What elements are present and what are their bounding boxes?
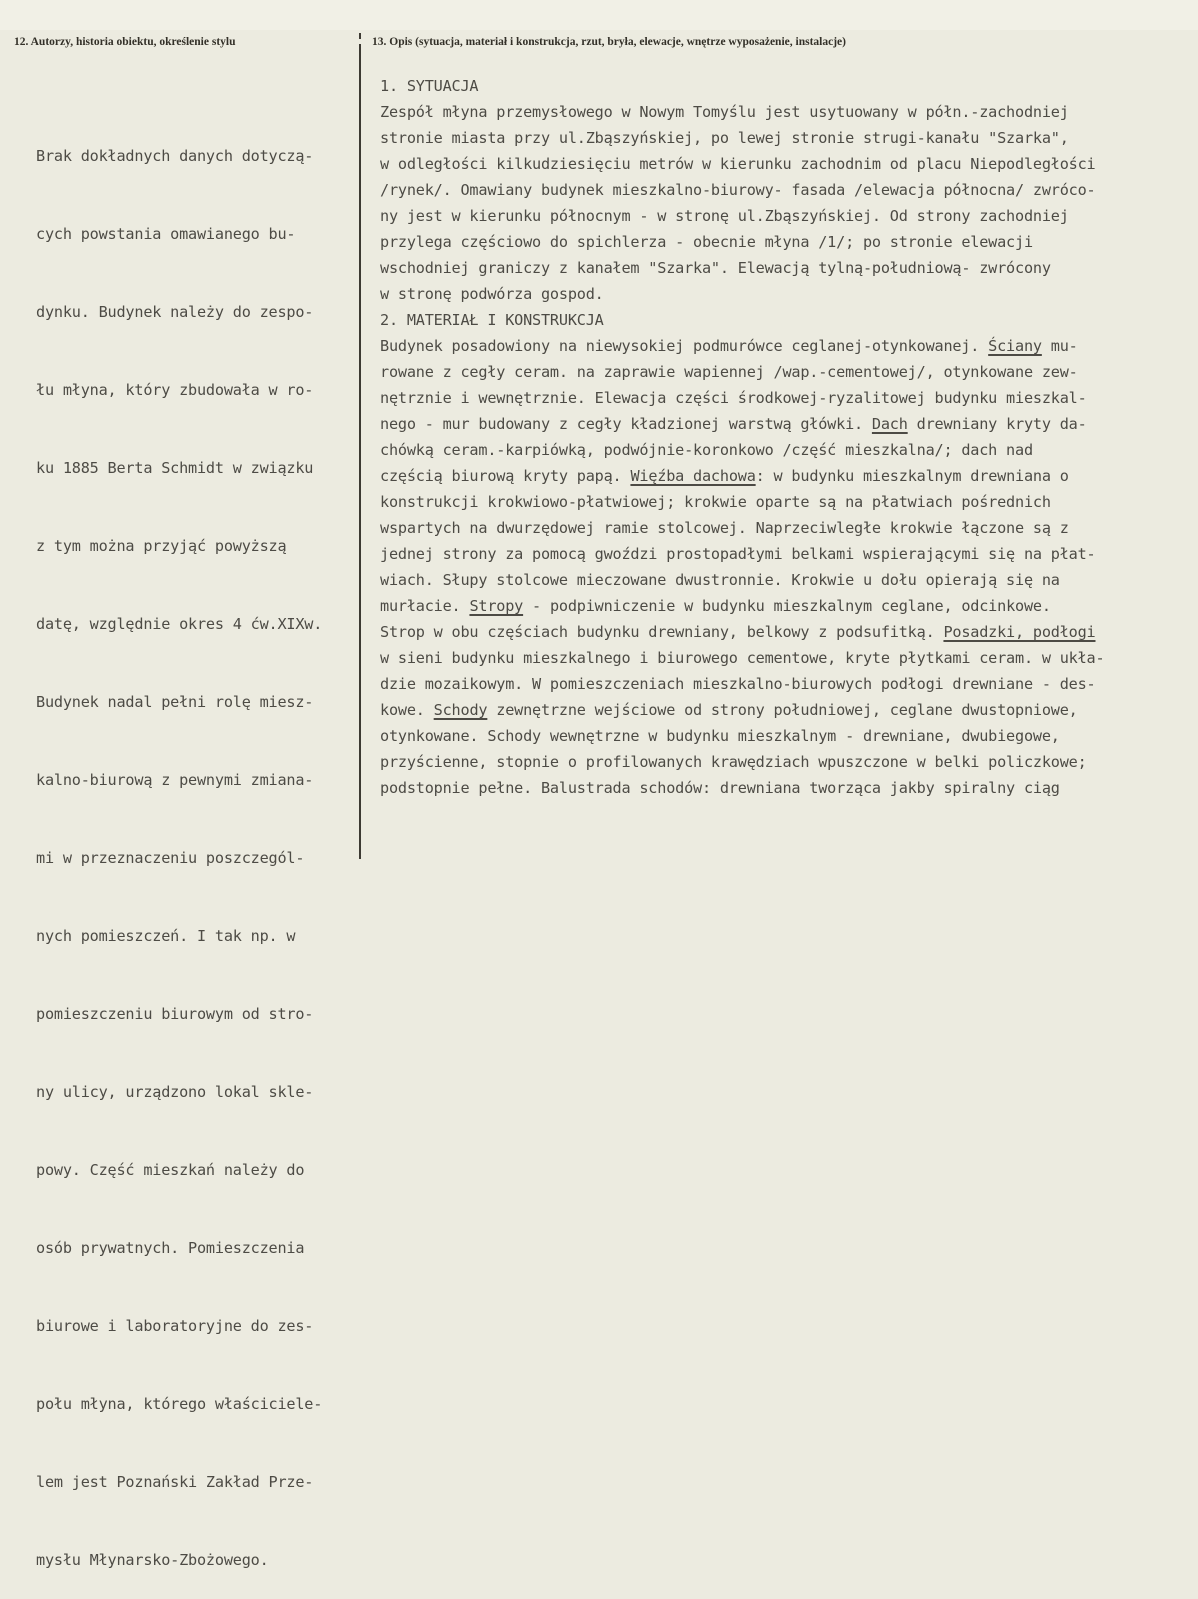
text-run: Strop w obu częściach budynku drewniany, belkowy z podsufitką. — [380, 623, 944, 641]
material-line: podstopnie pełne. Balustrada schodów: drewniana tworząca jakby spiralny ciąg — [380, 779, 1060, 797]
material-line — [380, 593, 1180, 619]
text-run: mu- — [1041, 337, 1078, 355]
material-line: wspartych na dwurzędowej ramie stolcowej. Naprzeciwległe krokwie łączone są z — [380, 519, 1069, 537]
left-column-header: 12. Autorzy, historia obiektu, określenie stylu — [14, 36, 236, 48]
text-run: kowe. — [380, 701, 434, 719]
page-top-margin — [0, 0, 1198, 30]
history-line: Brak dokładnych danych dotyczą- — [36, 147, 314, 165]
material-line: dzie mozaikowym. W pomieszczeniach mieszkalno-biurowych podłogi drewniane - des- — [380, 675, 1096, 693]
term-schody: Schody — [433, 701, 488, 719]
section-heading-material: 2. MATERIAŁ I KONSTRUKCJA — [380, 311, 604, 329]
term-sciany: Ściany — [988, 337, 1042, 355]
material-line: nętrznie i wewnętrznie. Elewacja części środkowej-ryzalitowej budynku mieszkal- — [380, 389, 1087, 407]
history-line: osób prywatnych. Pomieszczenia — [36, 1239, 305, 1257]
description-text — [380, 73, 1180, 801]
text-run: - podpiwniczenie w budynku mieszkalnym ceglane, odcinkowe. — [523, 597, 1051, 615]
material-line: konstrukcji krokwiowo-płatwiowej; krokwie oparte są na płatwiach pośrednich — [380, 493, 1051, 511]
term-stropy: Stropy — [469, 597, 524, 615]
material-line: wiach. Słupy stolcowe mieczowane dwustronnie. Krokwie u dołu opierają się na — [380, 571, 1060, 589]
material-line: przyścienne, stopnie o profilowanych krawędziach wpuszczone w belki policzkowe; — [380, 753, 1087, 771]
history-line: lem jest Poznański Zakład Prze- — [36, 1473, 314, 1491]
history-line: cych powstania omawianego bu- — [36, 225, 296, 243]
history-line: ku 1885 Berta Schmidt w związku — [36, 459, 314, 477]
history-line: łu młyna, który zbudowała w ro- — [36, 381, 314, 399]
sytuacja-line: w stronę podwórza gospod. — [380, 285, 604, 303]
history-text — [36, 91, 356, 1599]
sytuacja-line: przylega częściowo do spichlerza - obecnie młyna /1/; po stronie elewacji — [380, 233, 1033, 251]
sytuacja-line: Zespół młyna przemysłowego w Nowym Tomyślu jest usytuowany w półn.-zachodniej — [380, 103, 1069, 121]
history-line: nych pomieszczeń. I tak np. w — [36, 927, 296, 945]
history-line: mi w przeznaczeniu poszczegól- — [36, 849, 305, 867]
term-dach: Dach — [871, 415, 908, 433]
history-line: datę, względnie okres 4 ćw.XIXw. — [36, 615, 323, 633]
text-run: murłacie. — [380, 597, 470, 615]
material-line: otynkowane. Schody wewnętrzne w budynku mieszkalnym - drewniane, dwubiegowe, — [380, 727, 1060, 745]
sytuacja-line: ny jest w kierunku północnym - w stronę ul.Zbąszyńskiej. Od strony zachodniej — [380, 207, 1069, 225]
sytuacja-line: /rynek/. Omawiany budynek mieszkalno-biurowy- fasada /elewacja północna/ zwróco- — [380, 181, 1096, 199]
sytuacja-line: stronie miasta przy ul.Zbąszyńskiej, po lewej stronie strugi-kanału "Szarka", — [380, 129, 1069, 147]
history-line: pomieszczeniu biurowym od stro- — [36, 1005, 314, 1023]
material-line: jednej strony za pomocą gwoździ prostopadłymi belkami wspierającymi się na płat- — [380, 545, 1096, 563]
material-line — [380, 619, 1180, 645]
column-divider — [359, 44, 361, 859]
text-run: drewniany kryty da- — [907, 415, 1087, 433]
material-line — [380, 411, 1180, 437]
history-line: mysłu Młynarsko-Zbożowego. — [36, 1551, 269, 1569]
material-line — [380, 697, 1180, 723]
header-divider-tick — [359, 33, 361, 39]
section-heading-sytuacja: 1. SYTUACJA — [380, 77, 479, 95]
text-run: : w budynku mieszkalnym drewniana o — [755, 467, 1069, 485]
history-line: biurowe i laboratoryjne do zes- — [36, 1317, 314, 1335]
text-run: częścią biurową kryty papą. — [380, 467, 631, 485]
sytuacja-line: w odległości kilkudziesięciu metrów w kierunku zachodnim od placu Niepodległości — [380, 155, 1096, 173]
history-line: z tym można przyjąć powyższą — [36, 537, 287, 555]
history-line: powy. Część mieszkań należy do — [36, 1161, 305, 1179]
right-column-header: 13. Opis (sytuacja, materiał i konstrukcja, rzut, bryła, elewacje, wnętrze wyposażenie, instalacje) — [372, 36, 846, 48]
term-posadzki-podlogi: Posadzki, podłogi — [943, 623, 1096, 641]
text-run: zewnętrzne wejściowe od strony południowej, ceglane dwustopniowe, — [487, 701, 1078, 719]
material-line — [380, 333, 1180, 359]
history-line: ny ulicy, urządzono lokal skle- — [36, 1083, 314, 1101]
text-run: Budynek posadowiony na niewysokiej podmurówce ceglanej-otynkowanej. — [380, 337, 989, 355]
sytuacja-line: wschodniej graniczy z kanałem "Szarka". Elewacją tylną-południową- zwrócony — [380, 259, 1051, 277]
history-line: Budynek nadal pełni rolę miesz- — [36, 693, 314, 711]
history-line: połu młyna, którego właściciele- — [36, 1395, 323, 1413]
term-wiezba-dachowa: Więźba dachowa — [630, 467, 756, 485]
history-line: dynku. Budynek należy do zespo- — [36, 303, 314, 321]
history-line: kalno-biurową z pewnymi zmiana- — [36, 771, 314, 789]
material-line: rowane z cegły ceram. na zaprawie wapiennej /wap.-cementowej/, otynkowane zew- — [380, 363, 1078, 381]
material-line: chówką ceram.-karpiówką, podwójnie-koronkowo /część mieszkalna/; dach nad — [380, 441, 1033, 459]
text-run: nego - mur budowany z cegły kładzionej warstwą główki. — [380, 415, 872, 433]
material-line: w sieni budynku mieszkalnego i biurowego cementowe, kryte płytkami ceram. w ukła- — [380, 649, 1105, 667]
material-line — [380, 463, 1180, 489]
